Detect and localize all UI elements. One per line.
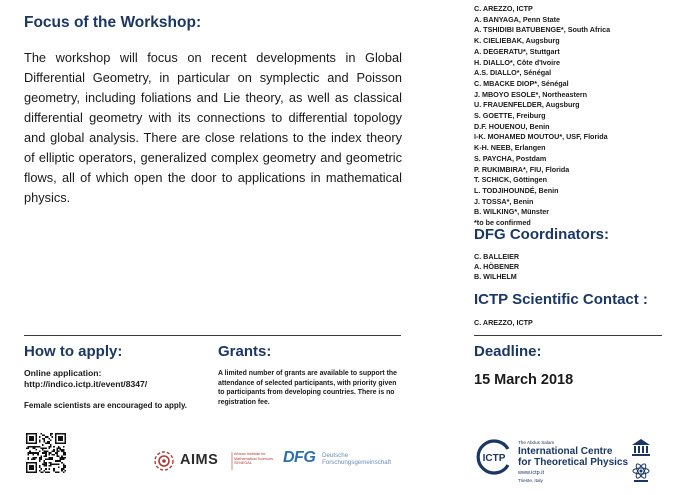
speaker-item: C. MBACKE DIOP*, Sénégal: [474, 78, 569, 88]
speaker-item: K-H. NEEB, Erlangen: [474, 143, 546, 153]
speaker-item: A.S. DIALLO*, Sénégal: [474, 68, 552, 78]
speaker-list: [474, 4, 610, 229]
speaker-item: A. BANYAGA, Penn State: [474, 14, 560, 24]
qr-code-icon[interactable]: [26, 433, 66, 473]
scientific-contact-title: ICTP Scientific Contact :: [474, 291, 648, 308]
speaker-item: L. TODJIHOUNDÉ, Benin: [474, 185, 559, 195]
deadline-title: Deadline:: [474, 343, 542, 360]
speaker-item: J. MBOYO ESOLE*, Northeastern: [474, 89, 588, 99]
aims-subtitle: African Institute for Mathematical Sciences SENEGAL: [234, 452, 274, 466]
speaker-item: P. RUKIMBIRA*, FIU, Florida: [474, 164, 570, 174]
dfg-coordinator-list: [474, 252, 519, 283]
dfg-coordinator-item: C. BALLEIER: [474, 252, 520, 261]
divider-right: [474, 335, 662, 336]
speaker-item: C. AREZZO, ICTP: [474, 4, 533, 13]
ictp-mark-text: ICTP: [482, 453, 506, 464]
speaker-item: U. FRAUENFELDER, Augsburg: [474, 100, 580, 110]
speaker-item: J. TOSSA*, Benin: [474, 196, 534, 206]
how-to-apply-title: How to apply:: [24, 343, 123, 360]
speaker-item: S. GOETTE, Freiburg: [474, 111, 546, 121]
ictp-city: Trieste, Italy: [518, 478, 543, 483]
speaker-item: D.F. HOUENOU, Benin: [474, 121, 550, 131]
divider-left: [24, 335, 401, 336]
scientific-contact-name: C. AREZZO, ICTP: [474, 318, 533, 327]
aims-wordmark: AIMS: [180, 452, 219, 468]
dfg-wordmark: DFG: [283, 449, 316, 466]
speaker-item: A. DEGERATU*, Stuttgart: [474, 46, 560, 56]
speaker-item: H. DIALLO*, Côte d'Ivoire: [474, 57, 560, 67]
ictp-logo-icon: [474, 437, 514, 477]
unesco-logo-icon: [630, 438, 652, 458]
ictp-name-line1: International Centre: [518, 446, 613, 457]
ictp-pre-title: The Abdus Salam: [518, 440, 555, 445]
speaker-item: T. SCHICK, Göttingen: [474, 175, 548, 185]
online-application-label: Online application:: [24, 368, 102, 378]
dfg-coordinators-title: DFG Coordinators:: [474, 226, 609, 243]
deadline-date: 15 March 2018: [474, 372, 574, 388]
grants-body: A limited number of grants are available to support the attendance of selected participants, with priority given to participants from developing countries. There is no registration fee.: [218, 370, 397, 406]
ictp-website[interactable]: www.ictp.it: [518, 470, 544, 476]
dfg-subtitle: Deutsche Forschungsgemeinschaft: [322, 452, 392, 467]
dfg-coordinator-item: A. HÖBENER: [474, 262, 520, 272]
speaker-item: B. WILKING*, Münster: [474, 207, 550, 217]
ictp-name-line2: for Theoretical Physics: [518, 457, 629, 468]
speaker-item: I-K. MOHAMED MOUTOU*, USF, Florida: [474, 132, 608, 142]
speaker-item: *to be confirmed: [474, 218, 531, 228]
focus-title: Focus of the Workshop:: [24, 14, 202, 31]
female-scientists-note: Female scientists are encouraged to apply.: [24, 401, 188, 410]
speaker-item: A. TSHIDIBI BATUBENGE*, South Africa: [474, 25, 611, 35]
focus-body: The workshop will focus on recent developments in Global Differential Geometry, in particular on symplectic and Poisson geometry, including foliations and Lie theory, as well as classical differential geometry with its connections to differential topology and global analysis. There are close relations to the index theory of elliptic operators, generalized complex geometry and geometric flows, all of which open the door to applications in mathematical physics.: [24, 50, 402, 205]
dfg-coordinator-item: B. WILHELM: [474, 272, 517, 282]
speaker-item: S. PAYCHA, Postdam: [474, 153, 547, 163]
grants-title: Grants:: [218, 343, 272, 360]
iaea-logo-icon: [630, 462, 652, 484]
speaker-item: K. CIELIEBAK, Augsburg: [474, 36, 560, 46]
application-link[interactable]: http://indico.ictp.it/event/8347/: [24, 379, 148, 389]
